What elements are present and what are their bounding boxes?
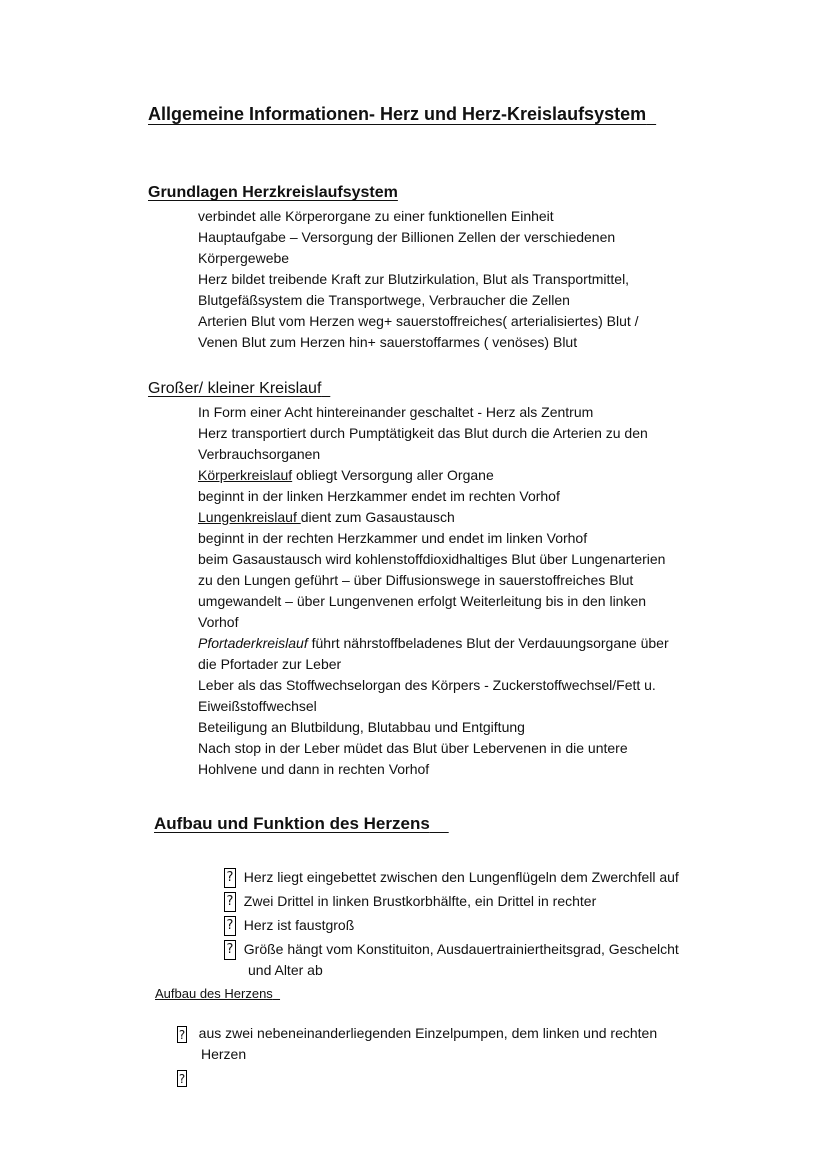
sub-bullet-list bbox=[177, 1023, 657, 1088]
missing-glyph-bullet-icon: ? bbox=[224, 892, 236, 912]
section-heading-aufbau-funktion: Aufbau und Funktion des Herzens bbox=[154, 814, 430, 833]
text-line: Verbrauchsorganen bbox=[198, 446, 321, 462]
text-line-pfortaderkreislauf: Pfortaderkreislauf führt nährstoffbeladenes Blut der Verdauungsorgane über bbox=[198, 635, 669, 651]
list-item-continuation: Herzen bbox=[201, 1046, 247, 1062]
text-line: Leber als das Stoffwechselorgan des Körpers - Zuckerstoffwechsel/Fett u. bbox=[198, 677, 656, 693]
text-line: Venen Blut zum Herzen hin+ sauerstoffarmes ( venöses) Blut bbox=[198, 334, 578, 350]
text-line: Blutgefäßsystem die Transportwege, Verbraucher die Zellen bbox=[198, 292, 570, 308]
missing-glyph-bullet-icon: ? bbox=[178, 1027, 186, 1042]
term-koerperkreislauf: Körperkreislauf bbox=[198, 467, 293, 483]
list-item: ? Größe hängt vom Konstituiton, Ausdauertrainiertheitsgrad, Geschelcht bbox=[224, 939, 679, 960]
text-line: Herz transportiert durch Pumptätigkeit das Blut durch die Arterien zu den bbox=[198, 425, 648, 441]
text-line: Herz bildet treibende Kraft zur Blutzirkulation, Blut als Transportmittel, bbox=[198, 271, 630, 287]
section-heading-kreislauf: Großer/ kleiner Kreislauf bbox=[148, 380, 322, 397]
text-line: verbindet alle Körperorgane zu einer funktionellen Einheit bbox=[198, 208, 554, 224]
term-lungenkreislauf: Lungenkreislauf bbox=[198, 509, 301, 525]
text-line: umgewandelt – über Lungenvenen erfolgt Weiterleitung bis in den linken bbox=[198, 593, 647, 609]
text-line: Arterien Blut vom Herzen weg+ sauerstoffreiches( arterialisiertes) Blut / bbox=[198, 313, 639, 329]
text-line: Nach stop in der Leber müdet das Blut über Lebervenen in die untere bbox=[198, 740, 628, 756]
missing-glyph-bullet-icon: ? bbox=[224, 916, 236, 936]
text-line: beginnt in der linken Herzkammer endet im rechten Vorhof bbox=[198, 488, 560, 504]
text-line: Körpergewebe bbox=[198, 250, 290, 266]
bullet-list-herz bbox=[224, 867, 679, 981]
text-line: Hauptaufgabe – Versorgung der Billionen Zellen der verschiedenen bbox=[198, 229, 616, 245]
term-pfortaderkreislauf: Pfortaderkreislauf bbox=[198, 635, 308, 651]
list-item: ? Herz ist faustgroß bbox=[224, 915, 679, 939]
subheading-aufbau-des-herzens: Aufbau des Herzens bbox=[155, 986, 273, 1001]
list-item: ? Herz liegt eingebettet zwischen den Lungenflügeln dem Zwerchfell auf bbox=[224, 867, 679, 891]
section-kreislauf-body bbox=[198, 402, 669, 780]
text-line: beim Gasaustausch wird kohlenstoffdioxidhaltiges Blut über Lungenarterien bbox=[198, 551, 666, 567]
section-grundlagen-body bbox=[198, 206, 639, 353]
text-line-koerperkreislauf: Körperkreislauf obliegt Versorgung aller Organe bbox=[198, 467, 494, 483]
text-line: In Form einer Acht hintereinander geschaltet - Herz als Zentrum bbox=[198, 404, 594, 420]
text-line-lungenkreislauf: Lungenkreislauf dient zum Gasaustausch bbox=[198, 509, 455, 525]
text-line: beginnt in der rechten Herzkammer und endet im linken Vorhof bbox=[198, 530, 588, 546]
list-item-continuation: und Alter ab bbox=[248, 962, 323, 978]
text-line: Eiweißstoffwechsel bbox=[198, 698, 317, 714]
text-line: zu den Lungen geführt – über Diffusionswege in sauerstoffreiches Blut bbox=[198, 572, 634, 588]
list-item: ? aus zwei nebeneinanderliegenden Einzelpumpen, dem linken und rechten bbox=[178, 1025, 658, 1042]
missing-glyph-bullet-icon: ? bbox=[224, 868, 236, 888]
list-item-empty bbox=[177, 1067, 657, 1088]
text-line: Hohlvene und dann in rechten Vorhof bbox=[198, 761, 430, 777]
missing-glyph-bullet-icon: ? bbox=[224, 940, 236, 960]
list-item: ? Zwei Drittel in linken Brustkorbhälfte, ein Drittel in rechter bbox=[224, 891, 679, 915]
text-line: Vorhof bbox=[198, 614, 239, 630]
text-line: die Pfortader zur Leber bbox=[198, 656, 342, 672]
text-line: Beteiligung an Blutbildung, Blutabbau und Entgiftung bbox=[198, 719, 525, 735]
missing-glyph-bullet-icon: ? bbox=[178, 1071, 186, 1086]
page-title: Allgemeine Informationen- Herz und Herz-Kreislaufsystem bbox=[148, 104, 647, 124]
section-heading-grundlagen: Grundlagen Herzkreislaufsystem bbox=[148, 184, 398, 201]
